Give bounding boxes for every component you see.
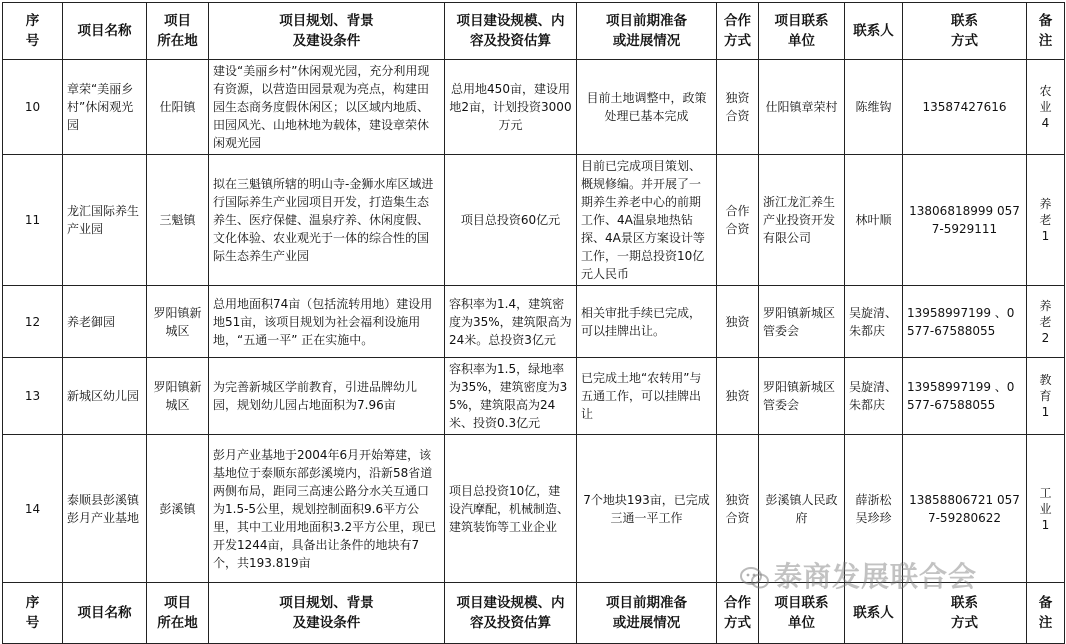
table-row — [3, 358, 1065, 435]
cell-name: 新城区幼儿园 — [63, 358, 147, 435]
cell-location: 罗阳镇新城区 — [147, 286, 209, 358]
cell-scale: 容积率为1.5，绿地率为35%，建筑密度为35%，建筑限高为24米、投资0.3亿元 — [445, 358, 577, 435]
cell-unit: 浙江龙汇养生产业投资开发有限公司 — [759, 155, 845, 286]
header-plan: 项目规划、背景 及建设条件 — [209, 3, 445, 60]
cell-location: 彭溪镇 — [147, 435, 209, 583]
cell-remark: 养 老 2 — [1027, 286, 1065, 358]
cell-seq: 13 — [3, 358, 63, 435]
cell-contact: 13858806721 0577-59280622 — [903, 435, 1027, 583]
header-plan: 项目规划、背景 及建设条件 — [209, 583, 445, 644]
cell-scale: 项目总投资60亿元 — [445, 155, 577, 286]
header-scale: 项目建设规模、内 容及投资估算 — [445, 583, 577, 644]
cell-plan: 建设“美丽乡村”休闲观光园，充分利用现有资源，以营造田园景观为亮点，构建田园生态商务度假休闲区；以区域内地质、田园风光、山地林地为载体，建设章荣休闲观光园 — [209, 60, 445, 155]
cell-contact: 13958997199 、0577-67588055 — [903, 358, 1027, 435]
cell-remark: 工 业 1 — [1027, 435, 1065, 583]
header-remark: 备 注 — [1027, 3, 1065, 60]
cell-name: 养老御园 — [63, 286, 147, 358]
cell-seq: 11 — [3, 155, 63, 286]
cell-progress: 目前土地调整中，政策处理已基本完成 — [577, 60, 717, 155]
header-seq: 序 号 — [3, 3, 63, 60]
cell-person: 吴旋清、朱都庆 — [845, 286, 903, 358]
watermark — [740, 555, 977, 595]
cell-seq: 10 — [3, 60, 63, 155]
table-header-row — [3, 3, 1065, 60]
cell-progress: 已完成土地“农转用”与五通工作，可以挂牌出让 — [577, 358, 717, 435]
header-coop: 合作 方式 — [717, 3, 759, 60]
header-progress: 项目前期准备 或进展情况 — [577, 583, 717, 644]
header-remark: 备 注 — [1027, 583, 1065, 644]
header-name: 项目名称 — [63, 583, 147, 644]
cell-person: 林叶顺 — [845, 155, 903, 286]
header-contact: 联系 方式 — [903, 583, 1027, 644]
cell-progress: 目前已完成项目策划、概规修编。并开展了一期养生养老中心的前期工作、4A温泉地热钻探、4A景区方案设计等工作，一期总投资10亿元人民币 — [577, 155, 717, 286]
header-name: 项目名称 — [63, 3, 147, 60]
cell-name: 章荣“美丽乡村”休闲观光园 — [63, 60, 147, 155]
cell-location: 三魁镇 — [147, 155, 209, 286]
header-unit: 项目联系 单位 — [759, 3, 845, 60]
header-location: 项目 所在地 — [147, 3, 209, 60]
cell-seq: 12 — [3, 286, 63, 358]
header-seq: 序 号 — [3, 583, 63, 644]
cell-location: 罗阳镇新城区 — [147, 358, 209, 435]
header-unit: 项目联系 单位 — [759, 583, 845, 644]
cell-scale: 项目总投资10亿，建设汽摩配，机械制造、建筑装饰等工业企业 — [445, 435, 577, 583]
cell-progress: 相关审批手续已完成，可以挂牌出让。 — [577, 286, 717, 358]
cell-seq: 14 — [3, 435, 63, 583]
cell-location: 仕阳镇 — [147, 60, 209, 155]
header-progress: 项目前期准备 或进展情况 — [577, 3, 717, 60]
cell-name: 龙汇国际养生产业园 — [63, 155, 147, 286]
cell-coop: 独资 — [717, 286, 759, 358]
header-coop: 合作 方式 — [717, 583, 759, 644]
cell-coop: 独资 — [717, 358, 759, 435]
cell-remark: 农 业 4 — [1027, 60, 1065, 155]
wechat-icon — [740, 566, 770, 590]
cell-unit: 罗阳镇新城区管委会 — [759, 286, 845, 358]
cell-remark: 养 老 1 — [1027, 155, 1065, 286]
header-person: 联系人 — [845, 3, 903, 60]
cell-progress: 7个地块193亩，已完成三通一平工作 — [577, 435, 717, 583]
cell-scale: 总用地450亩，建设用地2亩，计划投资3000万元 — [445, 60, 577, 155]
header-contact: 联系 方式 — [903, 3, 1027, 60]
header-location: 项目 所在地 — [147, 583, 209, 644]
cell-coop: 合作合资 — [717, 155, 759, 286]
table-row — [3, 286, 1065, 358]
cell-contact: 13587427616 — [903, 60, 1027, 155]
cell-plan: 总用地面积74亩（包括流转用地）建设用地51亩，该项目规划为社会福利设施用地，“五通一平” 正在实施中。 — [209, 286, 445, 358]
cell-plan: 彭月产业基地于2004年6月开始筹建，该基地位于泰顺东部彭溪境内，沿新58省道两侧布局，距同三高速公路分水关互通口为1.5-5公里，规划控制面积9.6平方公里，其中工业用地面积3.2平方公里，现已开发1244亩，具备出让条件的地块有7个，共193.819亩 — [209, 435, 445, 583]
header-scale: 项目建设规模、内 容及投资估算 — [445, 3, 577, 60]
cell-remark: 教 育 1 — [1027, 358, 1065, 435]
cell-person: 吴旋清、朱都庆 — [845, 358, 903, 435]
table-row — [3, 60, 1065, 155]
project-table — [2, 2, 1065, 644]
cell-coop: 独资合资 — [717, 60, 759, 155]
cell-plan: 拟在三魁镇所辖的明山寺-金狮水库区域进行国际养生产业园项目开发，打造集生态养生、医疗保健、温泉疗养、休闲度假、文化体验、农业观光于一体的综合性的国际生态养生产业园 — [209, 155, 445, 286]
cell-contact: 13806818999 0577-5929111 — [903, 155, 1027, 286]
header-person: 联系人 — [845, 583, 903, 644]
cell-coop: 独资合资 — [717, 435, 759, 583]
cell-unit: 仕阳镇章荣村 — [759, 60, 845, 155]
cell-unit: 罗阳镇新城区管委会 — [759, 358, 845, 435]
watermark-text: 泰商发展联合会 — [774, 560, 978, 593]
cell-contact: 13958997199 、0577-67588055 — [903, 286, 1027, 358]
cell-scale: 容积率为1.4，建筑密度为35%，建筑限高为24米。总投资3亿元 — [445, 286, 577, 358]
cell-person: 薛浙松 吴珍珍 — [845, 435, 903, 583]
table-row — [3, 155, 1065, 286]
cell-unit: 彭溪镇人民政府 — [759, 435, 845, 583]
cell-name: 泰顺县彭溪镇彭月产业基地 — [63, 435, 147, 583]
cell-person: 陈维钩 — [845, 60, 903, 155]
cell-plan: 为完善新城区学前教育，引进品牌幼儿园，规划幼儿园占地面积为7.96亩 — [209, 358, 445, 435]
